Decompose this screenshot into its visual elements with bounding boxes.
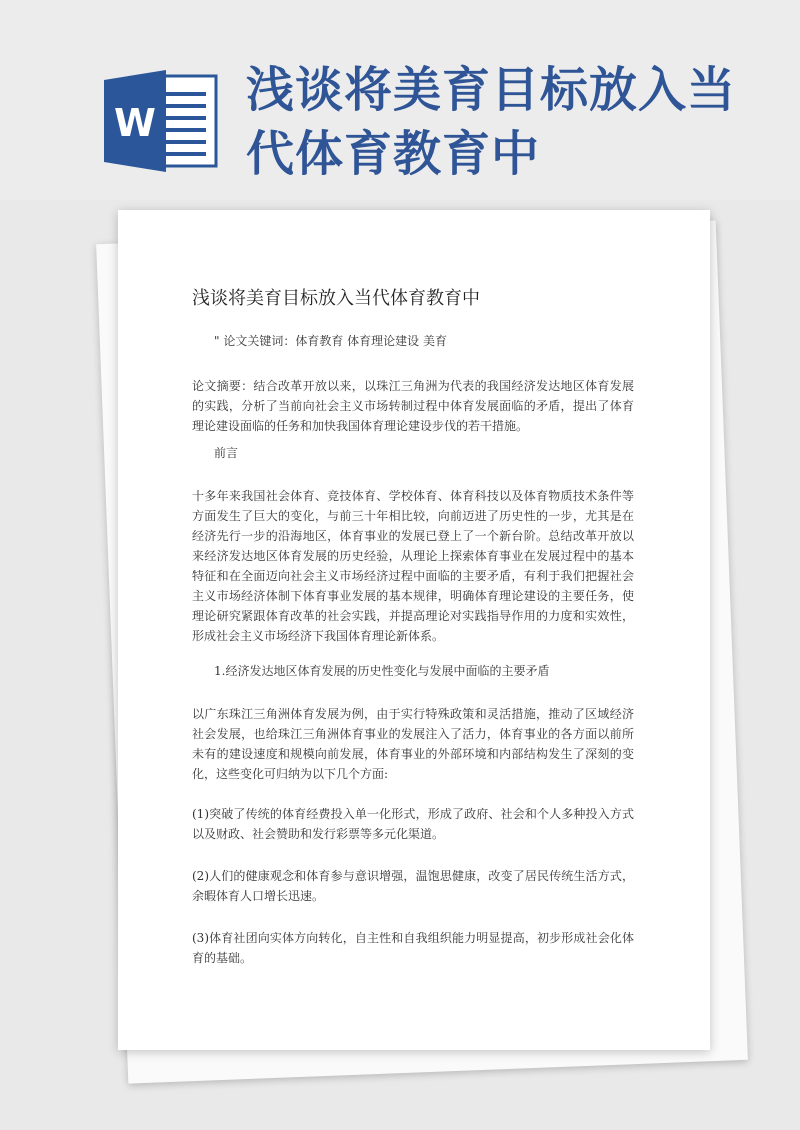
list-item-2: (2)人们的健康观念和体育参与意识增强，温饱思健康，改变了居民传统生活方式，余暇体育人口增长迅速。 (192, 869, 634, 903)
section-1-heading: 1.经济发达地区体育发展的历史性变化与发展中面临的主要矛盾 (214, 664, 550, 678)
abstract-paragraph: 论文摘要：结合改革开放以来，以珠江三角洲为代表的我国经济发达地区体育发展的实践，分析了当前向社会主义市场转制过程中体育发展面临的矛盾，提出了体育理论建设面临的任务和加快我国体育理论建设步伐的若干措施。 (192, 379, 634, 433)
banner-title-line-2: 代体育教育中 (246, 126, 541, 182)
list-item-3: (3)体育社团向实体方向转化，自主性和自我组织能力明显提高，初步形成社会化体育的基础。 (192, 931, 634, 965)
banner-title-line-1: 浅谈将美育目标放入当 (246, 62, 737, 118)
list-item-1: (1)突破了传统的体育经费投入单一化形式，形成了政府、社会和个人多种投入方式以及财政、社会赞助和发行彩票等多元化渠道。 (192, 807, 634, 841)
document-page (118, 210, 710, 1050)
banner-title (246, 58, 746, 186)
word-document-icon (102, 66, 222, 176)
keywords-line: " 论文关键词：体育教育 体育理论建设 美育 (214, 334, 447, 348)
word-icon-letter: W (114, 101, 156, 145)
preface-heading: 前言 (214, 446, 239, 460)
banner (0, 0, 800, 200)
preface-paragraph: 十多年来我国社会体育、竞技体育、学校体育、体育科技以及体育物质技术条件等方面发生了巨大的变化，与前三十年相比较，向前迈进了历史性的一步，尤其是在经济先行一步的沿海地区，体育事业的发展已登上了一个新台阶。总结改革开放以来经济发达地区体育发展的历史经验，从理论上探索体育事业在发展过程中的基本特征和在全面迈向社会主义市场经济过程中面临的主要矛盾，有利于我们把握社会主义市场经济体制下体育事业发展的基本规律，明确体育理论建设的主要任务，使理论研究紧跟体育改革的社会实践，并提高理论对实践指导作用的力度和实效性，形成社会主义市场经济下我国体育理论新体系。 (192, 489, 634, 643)
document-title: 浅谈将美育目标放入当代体育教育中 (192, 288, 480, 309)
section-1-paragraph: 以广东珠江三角洲体育发展为例，由于实行特殊政策和灵活措施，推动了区域经济社会发展，也给珠江三角洲体育事业的发展注入了活力，体育事业的各方面以前所未有的建设速度和规模向前发展，体育事业的外部环境和内部结构发生了深刻的变化，这些变化可归纳为以下几个方面: (192, 707, 634, 781)
